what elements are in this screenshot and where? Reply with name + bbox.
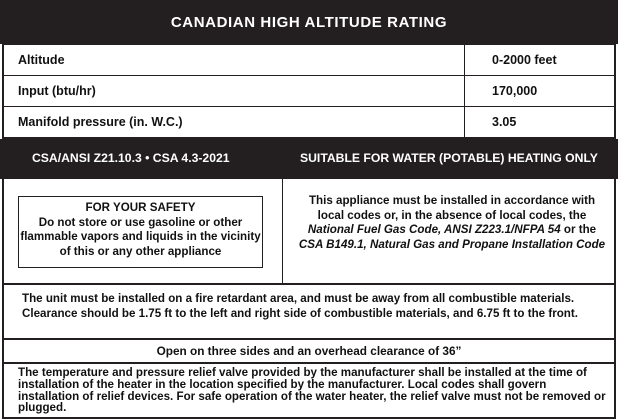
usage-statement: SUITABLE FOR WATER (POTABLE) HEATING ONLY bbox=[300, 151, 598, 165]
combustible-clearance-notice: The unit must be installed on a fire retardant area, and must be away from all combustible materials. Clearance should be 1.75 ft to the left and right side of combustible materials, and 6.75 ft to the front. bbox=[2, 285, 616, 340]
safety-warning-box bbox=[18, 196, 263, 268]
spec-label: Manifold pressure (in. W.C.) bbox=[18, 115, 183, 129]
spec-value: 0-2000 feet bbox=[492, 53, 557, 67]
installation-notice bbox=[298, 194, 606, 252]
spec-row-manifold-pressure bbox=[4, 106, 614, 137]
spec-table bbox=[2, 44, 616, 139]
standards-bar bbox=[0, 139, 618, 179]
spec-label: Altitude bbox=[18, 53, 65, 67]
installation-connector: or the bbox=[563, 223, 597, 237]
spec-row-altitude bbox=[4, 44, 614, 75]
safety-body: Do not store or use gasoline or other flammable vapors and liquids in the vicinity of this or any other appliance bbox=[20, 215, 261, 258]
notice-divider bbox=[282, 179, 283, 283]
installation-code-nfgc: National Fuel Gas Code, ANSI Z223.1/NFPA 54 bbox=[307, 223, 561, 237]
installation-code-csa: CSA B149.1, Natural Gas and Propane Installation Code bbox=[298, 237, 606, 251]
spec-row-input bbox=[4, 75, 614, 106]
label-title: CANADIAN HIGH ALTITUDE RATING bbox=[0, 0, 618, 44]
spec-value: 3.05 bbox=[492, 115, 517, 129]
spec-value: 170,000 bbox=[492, 84, 538, 98]
overhead-clearance-notice: Open on three sides and an overhead clearance of 36” bbox=[2, 340, 616, 364]
notice-section bbox=[2, 179, 616, 285]
standards-codes: CSA/ANSI Z21.10.3 • CSA 4.3-2021 bbox=[32, 151, 230, 165]
spec-label: Input (btu/hr) bbox=[18, 84, 96, 98]
safety-heading: FOR YOUR SAFETY bbox=[85, 201, 196, 214]
installation-lead: This appliance must be installed in accordance with local codes or, in the absence of local codes, the bbox=[308, 194, 596, 222]
relief-valve-notice: The temperature and pressure relief valve provided by the manufacturer shall be installed at the time of installation of the heater in the location specified by the manufacturer. Local codes shall govern installation of relief devices. For safe operation of the water heater, the relief valve must not be removed or plugged. bbox=[2, 364, 616, 419]
